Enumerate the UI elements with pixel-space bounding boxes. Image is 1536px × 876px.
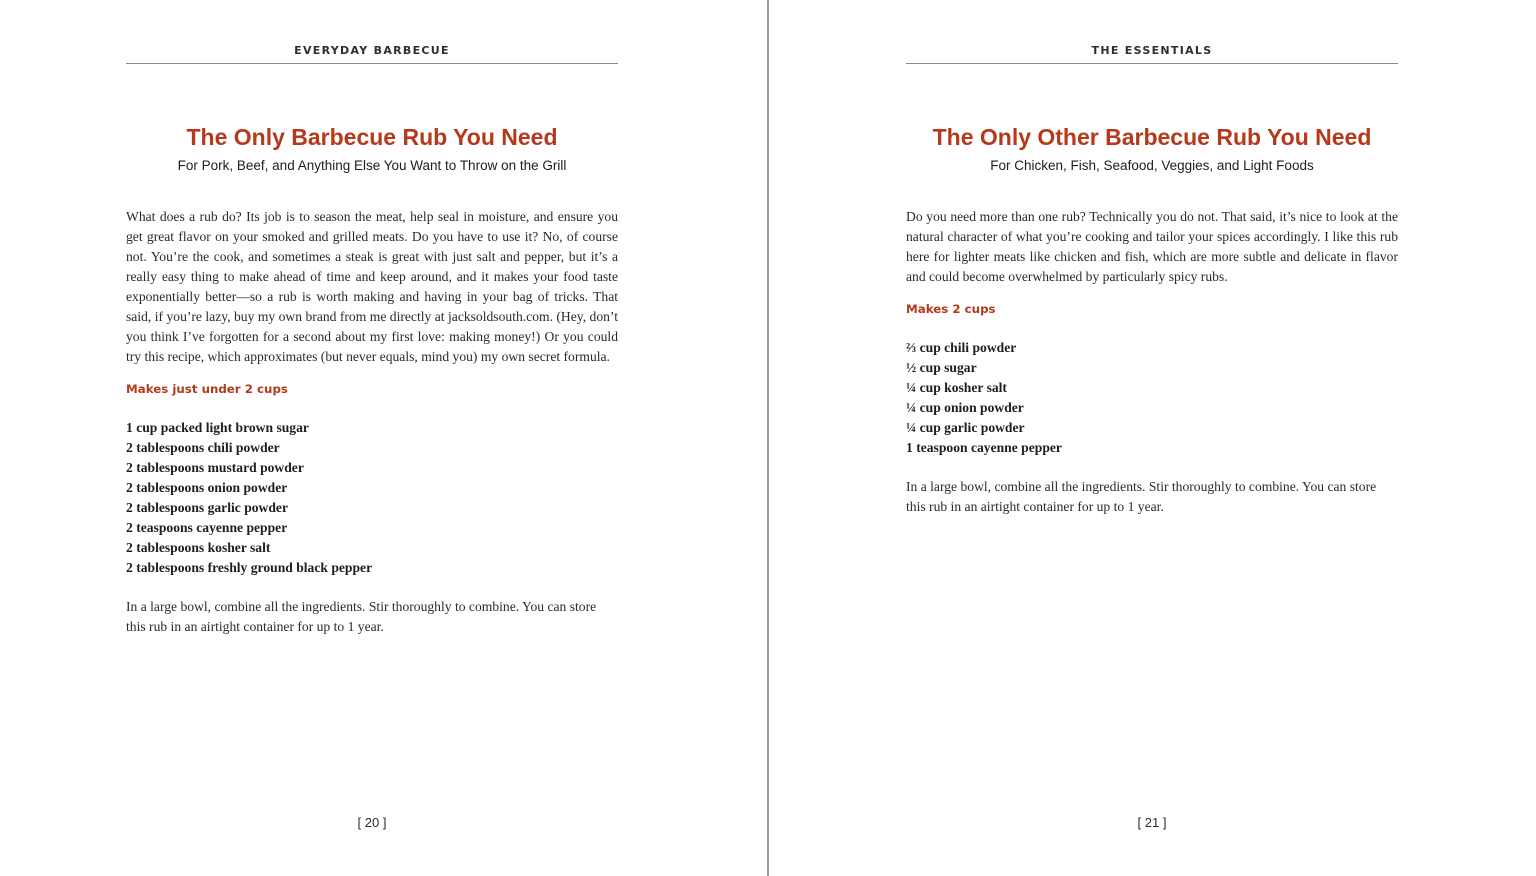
recipe-subtitle: For Pork, Beef, and Anything Else You Want to Throw on the Grill (177, 158, 567, 173)
ingredient-item: 2 tablespoons onion powder (126, 480, 288, 495)
ingredient-item: ¼ cup kosher salt (906, 380, 1007, 395)
book-gutter (767, 0, 769, 876)
ingredient-item: ⅔ cup chili powder (906, 340, 1017, 355)
ingredient-item: 2 teaspoons cayenne pepper (126, 520, 288, 535)
header-rule (126, 63, 618, 64)
ingredient-item: ¼ cup onion powder (906, 400, 1024, 415)
recipe-title: The Only Barbecue Rub You Need (186, 124, 558, 150)
recipe-intro: What does a rub do? Its job is to season the meat, help seal in moisture, and ensure you get great flavor on your smoked and grilled meats. Do you have to use it? No, of course not. You’re the cook, and sometimes a steak is great with just salt and pepper, but it’s a really easy thing to make ahead of time and keep around, and it makes your food taste exponentially better—so a rub is worth making and having in your bag of tricks. That said, if you’re lazy, buy my own brand from me directly at jacksoldsouth.com. (Hey, don’t you think I’ve forgotten for a second about my first love: making money!) Or you could try this recipe, which approximates (but never equals, mind you) my own secret formula. (126, 209, 618, 364)
ingredient-item: 1 teaspoon cayenne pepper (906, 440, 1062, 455)
page-number: [ 20 ] (357, 815, 387, 830)
left-page (126, 0, 618, 876)
recipe-body (906, 207, 1398, 517)
page-number: [ 21 ] (1137, 815, 1167, 830)
ingredient-item: 2 tablespoons chili powder (126, 440, 280, 455)
right-page (906, 0, 1398, 876)
recipe-method: In a large bowl, combine all the ingredients. Stir thoroughly to combine. You can store this rub in an airtight container for up to 1 year. (126, 599, 597, 634)
header-rule (906, 63, 1398, 64)
recipe-method: In a large bowl, combine all the ingredients. Stir thoroughly to combine. You can store this rub in an airtight container for up to 1 year. (906, 479, 1377, 514)
recipe-yield: Makes just under 2 cups (126, 382, 288, 396)
ingredient-item: 2 tablespoons kosher salt (126, 540, 271, 555)
recipe-intro: Do you need more than one rub? Technically you do not. That said, it’s nice to look at the natural character of what you’re cooking and tailor your spices accordingly. I like this rub here for lighter meats like chicken and fish, which are more subtle and delicate in flavor and could become overwhelmed by particularly spicy rubs. (906, 209, 1398, 284)
recipe-body (126, 207, 618, 637)
recipe-title: The Only Other Barbecue Rub You Need (932, 124, 1372, 150)
recipe-yield: Makes 2 cups (906, 302, 996, 316)
ingredient-item: 1 cup packed light brown sugar (126, 420, 309, 435)
ingredient-item: 2 tablespoons mustard powder (126, 460, 304, 475)
ingredient-item: ½ cup sugar (906, 360, 977, 375)
ingredient-item: 2 tablespoons freshly ground black pepper (126, 560, 373, 575)
running-head: EVERYDAY BARBECUE (294, 44, 450, 57)
ingredient-item: ¼ cup garlic powder (906, 420, 1025, 435)
ingredient-list (126, 418, 618, 578)
running-head: THE ESSENTIALS (1091, 44, 1213, 57)
recipe-subtitle: For Chicken, Fish, Seafood, Veggies, and Light Foods (990, 158, 1314, 173)
ingredient-list (906, 338, 1398, 458)
ingredient-item: 2 tablespoons garlic powder (126, 500, 288, 515)
